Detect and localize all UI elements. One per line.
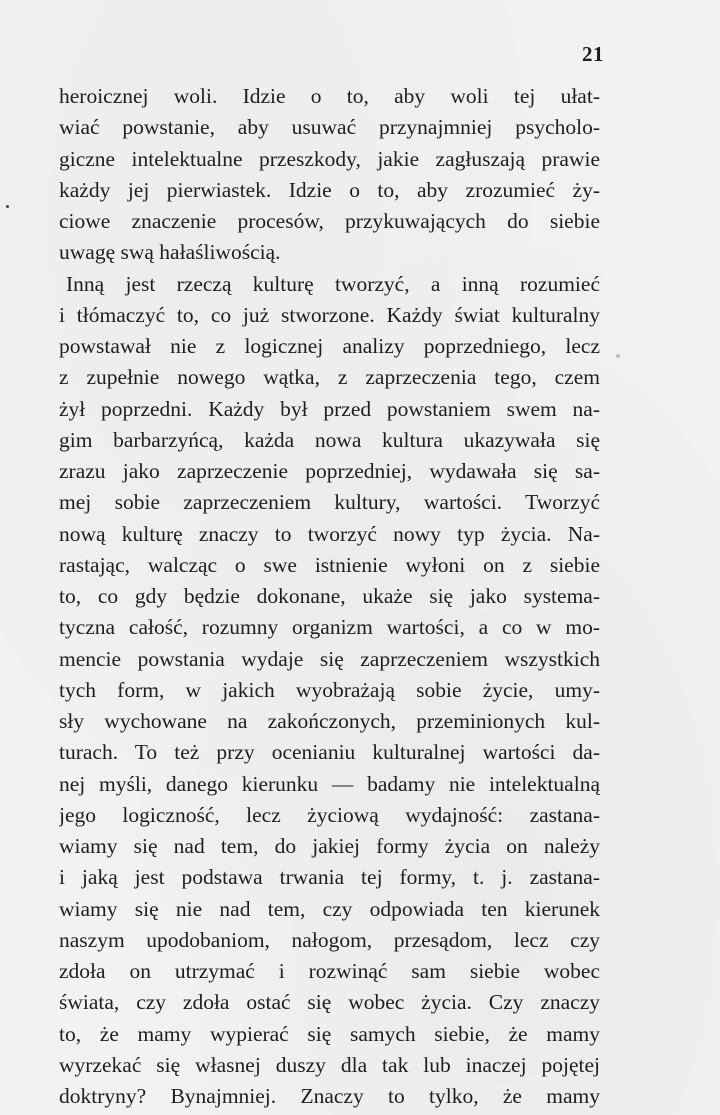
text-line: sły wychowane na zakończonych, przeminionych kul- [59, 709, 600, 733]
text-line: uwagę swą hałaśliwością. [59, 240, 281, 265]
text-line: i tłómaczyć to, co już stworzone. Każdy świat kulturalny [59, 302, 600, 327]
text-line: turach. To też przy ocenianiu kulturalnej wartości da- [59, 740, 600, 765]
text-line: zdoła on utrzymać i rozwinąć sam siebie wobec [59, 959, 600, 983]
text-line: gim barbarzyńcą, każda nowa kultura ukazywała się [59, 427, 600, 452]
text-line: nej myśli, danego kierunku — badamy nie intelektualną [59, 771, 600, 796]
text-line: jego logiczność, lecz życiową wydajność: zastana- [59, 802, 600, 827]
text-line: tych form, w jakich wyobrażają sobie życie, umy- [59, 677, 600, 702]
text-line: żył poprzedni. Każdy był przed powstaniem swem na- [59, 396, 600, 421]
text-line: to, że mamy wypierać się samych siebie, że mamy [59, 1021, 600, 1046]
page-number: 21 [582, 42, 604, 66]
text-line: to, co gdy będzie dokonane, ukaże się jako systema- [59, 584, 600, 608]
text-line: mej sobie zaprzeczeniem kultury, wartości. Tworzyć [59, 490, 600, 515]
text-line: tyczna całość, rozumny organizm wartości, a co w mo- [59, 615, 600, 640]
text-line: Inną jest rzeczą kulturę tworzyć, a inną rozumieć [66, 271, 600, 296]
print-speck [6, 205, 9, 208]
text-line: wiać powstanie, aby usuwać przynajmniej psycholo- [59, 115, 600, 140]
text-line: mencie powstania wydaje się zaprzeczeniem wszystkich [59, 646, 600, 671]
text-line: nową kulturę znaczy to tworzyć nowy typ życia. Na- [59, 521, 600, 546]
text-line: z zupełnie nowego wątka, z zaprzeczenia tego, czem [59, 365, 600, 390]
text-line: zrazu jako zaprzeczenie poprzedniej, wydawała się sa- [59, 459, 600, 483]
body-text [59, 81, 600, 1112]
text-line: ciowe znaczenie procesów, przykuwających do siebie [59, 209, 600, 233]
text-line: każdy jej pierwiastek. Idzie o to, aby zrozumieć ży- [59, 177, 600, 202]
text-line: naszym upodobaniom, nałogom, przesądom, lecz czy [59, 927, 600, 952]
text-line: wiamy się nad tem, do jakiej formy życia on należy [59, 834, 600, 858]
text-line: heroicznej woli. Idzie o to, aby woli tej ułat- [59, 84, 600, 108]
text-line: giczne intelektualne przeszkody, jakie zagłuszają prawie [59, 146, 600, 171]
text-line: i jaką jest podstawa trwania tej formy, t. j. zastana- [59, 865, 600, 890]
print-speck [616, 354, 620, 358]
text-line: rastając, walcząc o swe istnienie wyłoni on z siebie [59, 552, 600, 577]
text-line: wyrzekać się własnej duszy dla tak lub inaczej pojętej [59, 1052, 600, 1077]
text-line: świata, czy zdoła ostać się wobec życia. Czy znaczy [59, 990, 600, 1015]
text-line: wiamy się nie nad tem, czy odpowiada ten kierunek [59, 896, 600, 921]
text-line: powstawał nie z logicznej analizy poprzedniego, lecz [59, 334, 600, 358]
text-line: doktryny? Bynajmniej. Znaczy to tylko, że mamy [59, 1084, 600, 1108]
